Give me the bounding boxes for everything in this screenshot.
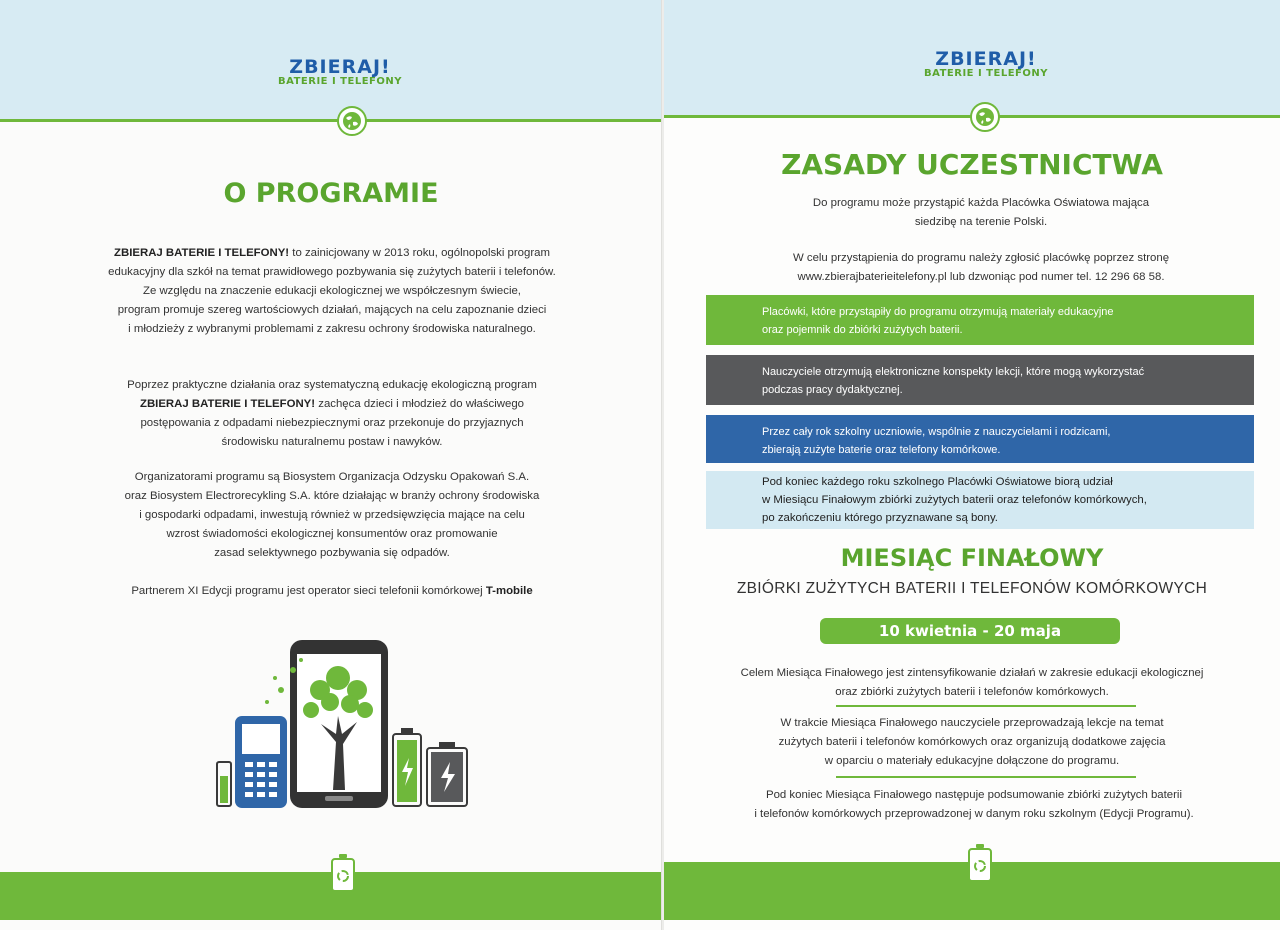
text-line: i gospodarki odpadami, inwestują również w przedsięwzięcia mające na celu [139, 509, 525, 521]
left-logo [270, 56, 410, 87]
text-line: zachęca dzieci i młodzież do właściwego [315, 398, 525, 410]
right-page [664, 0, 1280, 930]
text-line: www.zbierajbaterieitelefony.pl lub dzwoniąc pod numer tel. 12 296 68 58. [797, 271, 1165, 283]
intro-paragraph-2 [664, 249, 1280, 287]
info-box-materials [706, 295, 1254, 345]
text-line: Pod koniec każdego roku szkolnego Placówki Oświatowe biorą udział [762, 476, 1113, 488]
text-line: Celem Miesiąca Finałowego jest zintensyfikowanie działań w zakresie edukacji ekologicznej [740, 667, 1204, 679]
globe-icon [970, 102, 1000, 132]
text-line: i młodzieży z wybranymi problemami z zakresu ochrony środowiska naturalnego. [128, 323, 536, 335]
right-logo [916, 48, 1056, 79]
smartphone-tree-illustration [205, 630, 475, 815]
text-line: Ze względu na znaczenie edukacji ekologicznej we współczesnym świecie, [143, 285, 521, 297]
text-line: i telefonów komórkowych przeprowadzonej w danym roku szkolnym (Edycji Programu). [754, 808, 1194, 820]
text-line: to zainicjowany w 2013 roku, ogólnopolski program [289, 247, 550, 259]
info-box-lessons [706, 355, 1254, 405]
ghost-bleed-text [150, 70, 178, 163]
left-header-line [0, 119, 662, 122]
info-box-final-month [706, 471, 1254, 529]
logo-sub-text: BATERIE I TELEFONY [278, 76, 402, 87]
logo-sub-text: BATERIE I TELEFONY [924, 68, 1048, 79]
left-page-title: O PROGRAMIE [223, 178, 439, 209]
text-line: Pod koniec Miesiąca Finałowego następuje podsumowanie zbiórki zużytych baterii [766, 789, 1182, 801]
about-paragraph-2 [20, 376, 644, 452]
about-paragraph-1 [20, 244, 644, 339]
text-line: Placówki, które przystąpiły do programu otrzymują materiały edukacyjne [762, 306, 1114, 318]
text-line: środowisku naturalnemu postaw i nawyków. [221, 436, 443, 448]
text-line: Organizatorami programu są Biosystem Organizacja Odzysku Opakowań S.A. [134, 471, 530, 483]
text-line: zbierają zużyte baterie oraz telefony komórkowe. [762, 444, 1001, 456]
text-line: W celu przystąpienia do programu należy zgłosić placówkę poprzez stronę [792, 252, 1170, 264]
right-page-title: ZASADY UCZESTNICTWA [781, 148, 1163, 181]
logo-main-text: ZBIERAJ! [935, 48, 1037, 70]
final-paragraph-2 [664, 714, 1280, 771]
text-line: po zakończeniu którego przyznawane są bony. [762, 512, 998, 524]
text-line: Nauczyciele otrzymują elektroniczne konspekty lekcji, które mogą wykorzystać [762, 366, 1145, 378]
text-line: program promuje szereg wartościowych działań, mających na celu zapoznanie dzieci [117, 304, 547, 316]
text-line: siedzibę na terenie Polski. [914, 216, 1048, 228]
battery-recycle-icon [968, 848, 992, 882]
text-line: w oparciu o materiały edukacyjne dołączone do programu. [824, 755, 1120, 767]
final-paragraph-3 [664, 786, 1280, 824]
partner-name: T-mobile [485, 585, 533, 597]
text-line: podczas pracy dydaktycznej. [762, 384, 903, 396]
logo-main-text: ZBIERAJ! [289, 56, 391, 78]
text-line: W trakcie Miesiąca Finałowego nauczyciele przeprowadzają lekcje na temat [780, 717, 1164, 729]
intro-paragraph-1 [664, 194, 1280, 232]
final-paragraph-1 [664, 664, 1280, 702]
text-line: edukacyjny dla szkół na temat prawidłowego pozbywania się zużytych baterii i telefonów. [108, 266, 556, 278]
about-paragraph-4 [20, 582, 644, 601]
text-line: wzrost świadomości ekologicznej konsumentów oraz promowanie [166, 528, 498, 540]
info-box-collection [706, 415, 1254, 463]
text-line: oraz Biosystem Electrorecykling S.A. które działając w branży ochrony środowiska [124, 490, 540, 502]
final-month-title: MIESIĄC FINAŁOWY [840, 544, 1104, 572]
brand-name: ZBIERAJ BATERIE I TELEFONY! [139, 398, 316, 410]
final-month-dates: 10 kwietnia - 20 maja [820, 618, 1120, 644]
brand-name: ZBIERAJ BATERIE I TELEFONY! [114, 247, 290, 259]
about-paragraph-3 [20, 468, 644, 563]
text-line: Do programu może przystąpić każda Placówka Oświatowa mająca [812, 197, 1150, 209]
text-line: zasad selektywnego pozbywania się odpadów. [214, 547, 450, 559]
divider [836, 705, 1136, 707]
text-line: Poprzez praktyczne działania oraz systematyczną edukację ekologiczną program [127, 379, 537, 391]
text-line: w Miesiącu Finałowym zbiórki zużytych baterii oraz telefonów komórkowych, [762, 494, 1147, 506]
text-line: Partnerem XI Edycji programu jest operator sieci telefonii komórkowej [131, 585, 486, 597]
final-month-subtitle: ZBIÓRKI ZUŻYTYCH BATERII I TELEFONÓW KOMÓRKOWYCH [736, 580, 1208, 597]
text-line: zużytych baterii i telefonów komórkowych oraz organizują dodatkowe zajęcia [778, 736, 1166, 748]
text-line: postępowania z odpadami niebezpiecznymi oraz przekonuje do przyjaznych [140, 417, 524, 429]
divider [836, 776, 1136, 778]
text-line: oraz pojemnik do zbiórki zużytych baterii. [762, 324, 963, 336]
text-line: oraz zbiórki zużytych baterii i telefonów komórkowych. [835, 686, 1109, 698]
battery-recycle-icon [331, 858, 355, 892]
text-line: Przez cały rok szkolny uczniowie, wspólnie z nauczycielami i rodzicami, [762, 426, 1111, 438]
globe-icon [337, 106, 367, 136]
